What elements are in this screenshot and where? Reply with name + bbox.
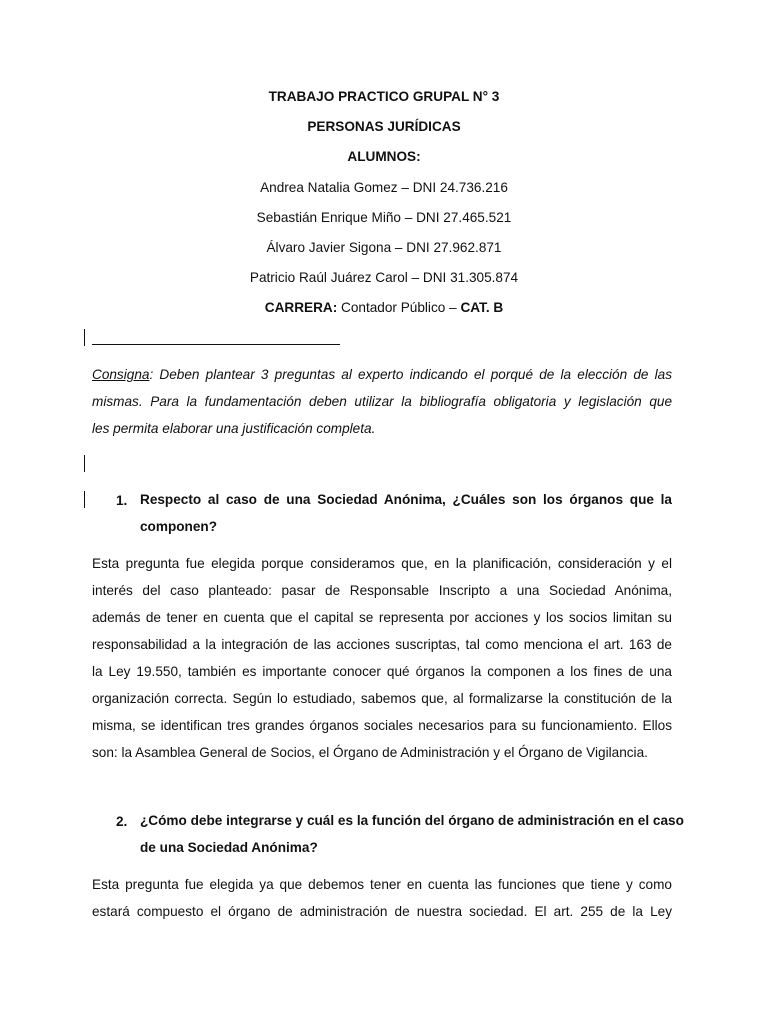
consigna-label: Consigna [92,367,150,382]
answer-line: organización correcta. Según lo estudiado, sabemos que, al formalizarse la constitución de la [92,691,672,706]
students-heading: ALUMNOS: [347,149,421,164]
student-name: Álvaro Javier Sigona – DNI 27.962.871 [266,240,502,255]
answer-paragraph [92,550,672,766]
consigna-colon: : [149,367,154,382]
question-line: de una Sociedad Anónima? [140,840,318,855]
question-line: componen? [140,519,218,534]
answer-line: Esta pregunta fue elegida porque consideramos que, en la planificación, consideración y el [92,556,672,571]
question-number: 1. [116,493,128,508]
answer-line: interés del caso planteado: pasar de Responsable Inscripto a una Sociedad Anónima, [92,583,672,598]
consigna-line: mismas. Para la fundamentación deben utilizar la bibliografía obligatoria y legislación que [92,394,672,409]
consigna-line: les permita elaborar una justificación completa. [92,421,376,436]
student-name: Sebastián Enrique Miño – DNI 27.465.521 [256,210,512,225]
career-value: Contador Público – [337,300,461,315]
document-title: TRABAJO PRACTICO GRUPAL N° 3 [268,89,500,104]
document-subtitle: PERSONAS JURÍDICAS [307,119,461,134]
answer-line: la Ley 19.550, también es importante conocer qué órganos la componen a los fines de una [92,664,672,679]
answer-paragraph [92,871,672,925]
career-line [0,300,768,315]
student-name: Andrea Natalia Gomez – DNI 24.736.216 [260,180,508,195]
career-category: CAT. B [460,300,504,315]
answer-line: misma, se identifican tres grandes órganos sociales necesarios para su funcionamiento. Ellos [92,718,672,733]
student-name: Patricio Raúl Juárez Carol – DNI 31.305.874 [249,270,519,285]
consigna-text: Deben plantear 3 preguntas al experto indicando el porqué de la elección de las [153,367,672,382]
question-number: 2. [116,814,128,829]
answer-line: estará compuesto el órgano de administración de nuestra sociedad. El art. 255 de la Ley [92,904,672,919]
question-text [140,486,672,540]
text-cursor-mark [84,455,85,472]
question-text [140,807,684,861]
answer-line: Esta pregunta fue elegida ya que debemos tener en cuenta las funciones que tiene y como [92,877,672,892]
consigna-paragraph [92,361,672,442]
answer-line: son: la Asamblea General de Socios, el Órgano de Administración y el Órgano de Vigilancia. [92,745,648,760]
text-cursor-mark [84,491,85,508]
consigna-line [92,361,672,388]
answer-line: además de tener en cuenta que el capital se representa por acciones y los socios limitan su [92,610,672,625]
separator-line [92,344,340,345]
answer-line: responsabilidad a la integración de las acciones suscriptas, tal como menciona el art. 163 de [92,637,672,652]
question-line: Respecto al caso de una Sociedad Anónima, ¿Cuáles son los órganos que la [140,492,672,507]
career-label: CARRERA: [264,300,338,315]
question-line: ¿Cómo debe integrarse y cuál es la función del órgano de administración en el caso [140,813,684,828]
text-cursor-mark [84,329,85,346]
